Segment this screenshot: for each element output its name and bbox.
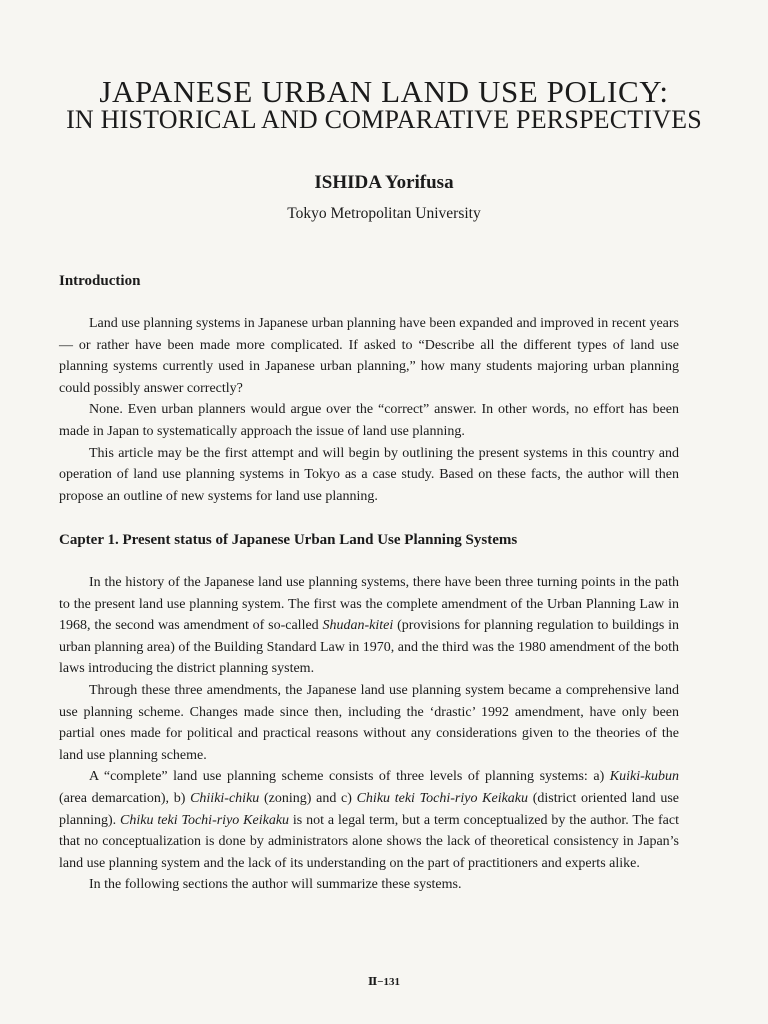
paper-title-line1: JAPANESE URBAN LAND USE POLICY: xyxy=(99,74,669,109)
chapter-1-paragraph-3 xyxy=(59,766,679,874)
italic-term: Shudan-kitei xyxy=(322,618,394,634)
paper-title-line2: IN HISTORICAL AND COMPARATIVE PERSPECTIVES xyxy=(66,105,702,134)
chapter-1-body xyxy=(59,572,679,896)
chapter-1-paragraph-1 xyxy=(59,572,679,680)
paragraph-text: is not a legal term, but a term conceptualized by the author. The fact that no conceptualization is done by administrators alone shows the lack of theoretical consistency in Japan’s land use planning system and the lack of its understanding on the part of practitioners and experts alike. xyxy=(59,812,679,871)
paragraph-text: In the history of the Japanese land use planning systems, there have been three turning points in the path to the present land use planning system. The first was the complete amendment of the Urban Planning Law in 1968, the second was amendment of so-called xyxy=(59,575,679,634)
section-heading-chapter-1: Capter 1. Present status of Japanese Urban Land Use Planning Systems xyxy=(59,532,518,548)
page-number: Ⅱ−131 xyxy=(367,976,401,988)
introduction-paragraph-1: Land use planning systems in Japanese urban planning have been expanded and improved in recent years — or rather have been made more complicated. If asked to “Describe all the different types of land use planning systems currently used in Japanese urban planning,” how many students majoring urban planning could possibly answer correctly? xyxy=(59,316,679,396)
paragraph-text: A “complete” land use planning scheme consists of three levels of planning systems: a) xyxy=(89,769,610,785)
chapter-1-paragraph-2: Through these three amendments, the Japanese land use planning system became a comprehensive land use planning scheme. Changes made since then, including the ‘drastic’ 1992 amendment, have only been partial ones made for political and practical reasons without any considerations given to the theories of the land use planning scheme. xyxy=(59,682,679,763)
introduction-body xyxy=(59,313,679,507)
italic-term: Chiiki-chiku xyxy=(190,790,260,806)
introduction-paragraph-3: This article may be the first attempt and will begin by outlining the present systems in this country and operation of land use planning systems in Tokyo as a case study. Based on these facts, the author will then propose an outline of new systems for land use planning. xyxy=(59,445,679,504)
paragraph-text: (district oriented land use planning). xyxy=(59,790,679,828)
paragraph-text: (provisions for planning regulation to buildings in urban planning area) of the Building Standard Law in 1970, and the third was the 1980 amendment of the both laws introducing the district planning system. xyxy=(59,618,679,677)
introduction-paragraph-2: None. Even urban planners would argue over the “correct” answer. In other words, no effort has been made in Japan to systematically approach the issue of land use planning. xyxy=(59,402,679,439)
chapter-1-paragraph-4: In the following sections the author will summarize these systems. xyxy=(89,877,462,893)
paragraph-text: (zoning) and c) xyxy=(259,790,357,806)
author-name: ISHIDA Yorifusa xyxy=(314,172,454,193)
italic-term: Chiku teki Tochi-riyo Keikaku xyxy=(120,812,290,828)
italic-term: Chiku teki Tochi-riyo Keikaku xyxy=(356,790,529,806)
paragraph-text: (area demarcation), b) xyxy=(59,790,191,806)
italic-term: Kuiki-kubun xyxy=(609,769,679,785)
section-heading-introduction: Introduction xyxy=(59,273,141,289)
author-affiliation: Tokyo Metropolitan University xyxy=(287,205,481,222)
